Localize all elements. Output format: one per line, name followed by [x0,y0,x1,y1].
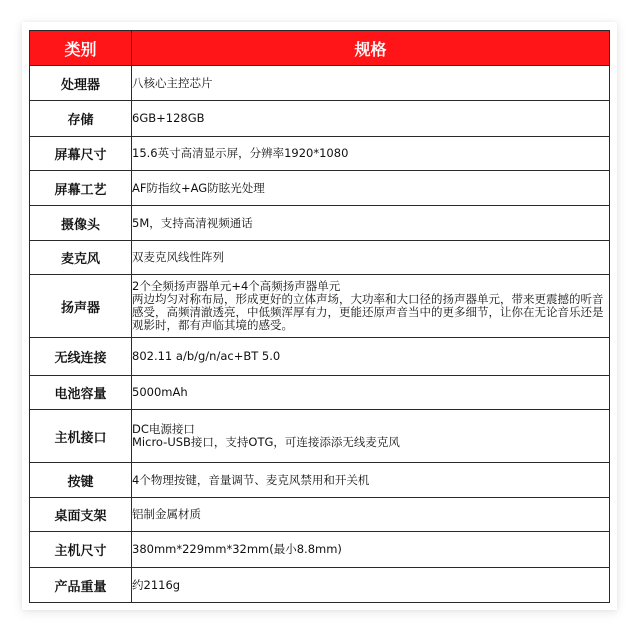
value-line: 铝制金属材质 [132,507,201,521]
table-row [30,206,610,241]
value-line: 6GB+128GB [132,111,205,125]
row-value [132,376,610,410]
row-category: 麦克风 [30,241,132,275]
spec-card [22,22,617,610]
value-line: 15.6英寸高清显示屏，分辨率1920*1080 [132,146,349,160]
row-category: 电池容量 [30,376,132,410]
row-category: 主机接口 [30,410,132,463]
value-line: 双麦克风线性阵列 [132,250,224,264]
table-row [30,275,610,338]
value-line: 802.11 a/b/g/n/ac+BT 5.0 [132,349,281,363]
table-row [30,498,610,532]
value-line: AF防指纹+AG防眩光处理 [132,180,265,195]
spec-table [29,30,610,603]
row-category: 扬声器 [30,275,132,338]
row-value [132,463,610,498]
row-category: 按键 [30,463,132,498]
row-value [132,498,610,532]
row-category: 产品重量 [30,568,132,603]
spec-body [30,66,610,603]
table-row [30,338,610,376]
value-line: 2个全频扬声器单元+4个高频扬声器单元 [132,279,341,293]
row-value [132,532,610,568]
value-line: 380mm*229mm*32mm(最小8.8mm) [132,542,342,556]
value-line: Micro-USB接口，支持OTG，可连接添添无线麦克风 [132,435,400,449]
row-category: 无线连接 [30,338,132,376]
header-spec: 规格 [132,31,610,66]
header-row [30,31,610,66]
table-row [30,101,610,137]
table-row [30,568,610,603]
table-row [30,171,610,206]
header-category: 类别 [30,31,132,66]
row-value [132,66,610,101]
table-row [30,410,610,463]
value-line: 5000mAh [132,385,188,399]
row-category: 存储 [30,101,132,137]
value-line: 约2116g [132,577,181,592]
table-row [30,463,610,498]
row-category: 屏幕工艺 [30,171,132,206]
row-value [132,241,610,275]
table-row [30,532,610,568]
row-value [132,568,610,603]
value-line: 5M，支持高清视频通话 [132,215,253,230]
value-line: 两边均匀对称布局，形成更好的立体声场，大功率和大口径的扬声器单元，带来更震撼的听音感受，高频清澈透亮，中低频浑厚有力，更能还原声音当中的更多细节，让你在无论音乐还是观影时，都有声临其境的感受。 [132,292,604,332]
row-category: 主机尺寸 [30,532,132,568]
table-row [30,241,610,275]
table-row [30,137,610,171]
value-line: DC电源接口 [132,422,195,436]
row-value [132,410,610,463]
table-row [30,66,610,101]
row-value [132,101,610,137]
row-value [132,171,610,206]
row-value [132,137,610,171]
row-category: 桌面支架 [30,498,132,532]
row-value [132,206,610,241]
row-category: 处理器 [30,66,132,101]
row-category: 屏幕尺寸 [30,137,132,171]
row-value [132,275,610,338]
table-row [30,376,610,410]
value-line: 八核心主控芯片 [132,75,213,90]
value-line: 4个物理按键，音量调节、麦克风禁用和开关机 [132,472,370,487]
row-value [132,338,610,376]
row-category: 摄像头 [30,206,132,241]
